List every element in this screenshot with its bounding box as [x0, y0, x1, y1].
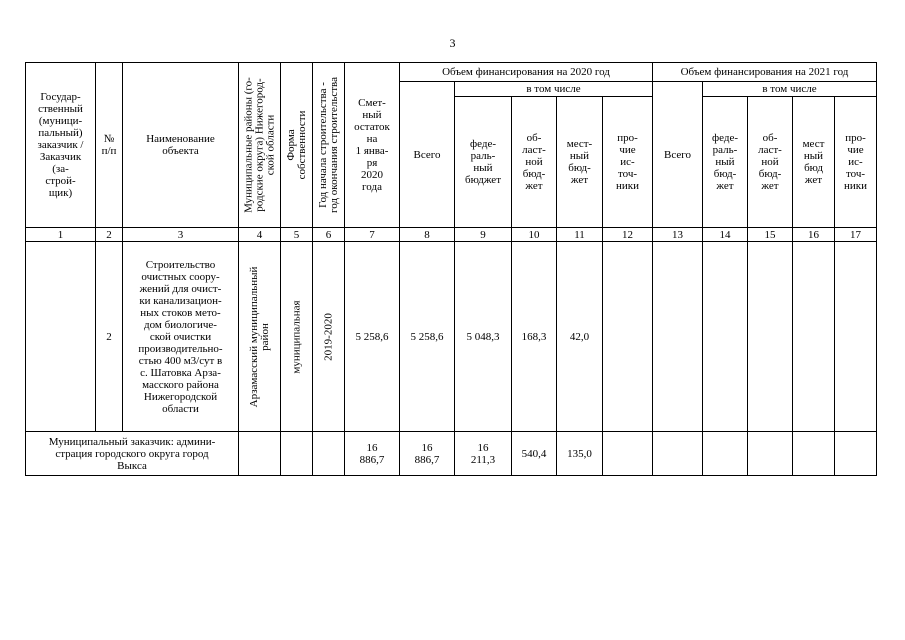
financing-table: [25, 62, 877, 476]
total-row-empty: [239, 432, 281, 476]
row-total-2021: [653, 242, 703, 432]
header-fin-2021: Объем финансирования на 2021 год: [653, 63, 877, 82]
header-federal-2021: феде- раль- ный бюд- жет: [703, 97, 748, 228]
header-fin-2020: Объем финансирования на 2020 год: [400, 63, 653, 82]
header-total-2020: Всего: [400, 82, 455, 228]
total-row-empty: [835, 432, 877, 476]
row-other-2021: [835, 242, 877, 432]
row-years: 2019-2020: [313, 242, 345, 432]
column-number: 4: [239, 228, 281, 242]
header-total-2021: Всего: [653, 82, 703, 228]
total-row-empty: [653, 432, 703, 476]
header-regional-2021: об- ласт- ной бюд- жет: [748, 97, 793, 228]
row-total-2020: 5 258,6: [400, 242, 455, 432]
column-number: 10: [512, 228, 557, 242]
column-number: 2: [96, 228, 123, 242]
column-number: 9: [455, 228, 512, 242]
row-object-name: Строительство очистных соору- жений для очист- ки канализацион- ных стоков мето- дом биологиче- ской очистки производительно- стью 400 м3/сут в с. Шатовка Арза- масского района Нижегородской области: [123, 242, 239, 432]
header-federal-2020: феде- раль- ный бюджет: [455, 97, 512, 228]
row-ownership: муниципальная: [281, 242, 313, 432]
header-including-2021: в том числе: [703, 82, 877, 97]
row-regional-2020: 168,3: [512, 242, 557, 432]
total-row-estimate: 16 886,7: [345, 432, 400, 476]
row-district: Арзамасский муниципальный район: [239, 242, 281, 432]
header-regional-2020: об- ласт- ной бюд- жет: [512, 97, 557, 228]
row-federal-2020: 5 048,3: [455, 242, 512, 432]
column-number: 16: [793, 228, 835, 242]
header-ownership: Форма собственности: [281, 63, 313, 228]
column-number: 15: [748, 228, 793, 242]
total-row: [26, 432, 877, 476]
header-local-2021: мест ный бюд жет: [793, 97, 835, 228]
total-row-empty: [748, 432, 793, 476]
column-number: 3: [123, 228, 239, 242]
total-row-empty: [313, 432, 345, 476]
column-number: 1: [26, 228, 96, 242]
row-federal-2021: [703, 242, 748, 432]
total-row-total-2020: 16 886,7: [400, 432, 455, 476]
header-other-2021: про- чие ис- точ- ники: [835, 97, 877, 228]
total-row-label: Муниципальный заказчик: админи- страция городского округа город Выкса: [26, 432, 239, 476]
column-number: 8: [400, 228, 455, 242]
header-years: Год начала строительства - год окончания строительства: [313, 63, 345, 228]
total-row-federal-2020: 16 211,3: [455, 432, 512, 476]
header-object-name: Наименование объекта: [123, 63, 239, 228]
header-customer: Государ- ственный (муници- пальный) заказчик / Заказчик (за- строй- щик): [26, 63, 96, 228]
total-row-empty: [281, 432, 313, 476]
total-row-local-2020: 135,0: [557, 432, 603, 476]
column-number: 12: [603, 228, 653, 242]
header-num: № п/п: [96, 63, 123, 228]
header-districts: Муниципальные районы (го- родские округа) Нижегород- ской области: [239, 63, 281, 228]
column-number: 13: [653, 228, 703, 242]
row-customer: [26, 242, 96, 432]
column-number: 11: [557, 228, 603, 242]
column-number: 14: [703, 228, 748, 242]
total-row-empty: [793, 432, 835, 476]
column-number: 5: [281, 228, 313, 242]
column-number: 6: [313, 228, 345, 242]
total-row-empty: [703, 432, 748, 476]
header-estimate: Смет- ный остаток на 1 янва- ря 2020 года: [345, 63, 400, 228]
row-other-2020: [603, 242, 653, 432]
table-row: [26, 242, 877, 432]
header-other-2020: про- чие ис- точ- ники: [603, 97, 653, 228]
row-num: 2: [96, 242, 123, 432]
header-local-2020: мест- ный бюд- жет: [557, 97, 603, 228]
row-estimate: 5 258,6: [345, 242, 400, 432]
total-row-regional-2020: 540,4: [512, 432, 557, 476]
row-local-2020: 42,0: [557, 242, 603, 432]
header-including-2020: в том числе: [455, 82, 653, 97]
total-row-empty: [603, 432, 653, 476]
column-number: 17: [835, 228, 877, 242]
row-local-2021: [793, 242, 835, 432]
page-number: 3: [449, 36, 456, 50]
column-number: 7: [345, 228, 400, 242]
row-regional-2021: [748, 242, 793, 432]
